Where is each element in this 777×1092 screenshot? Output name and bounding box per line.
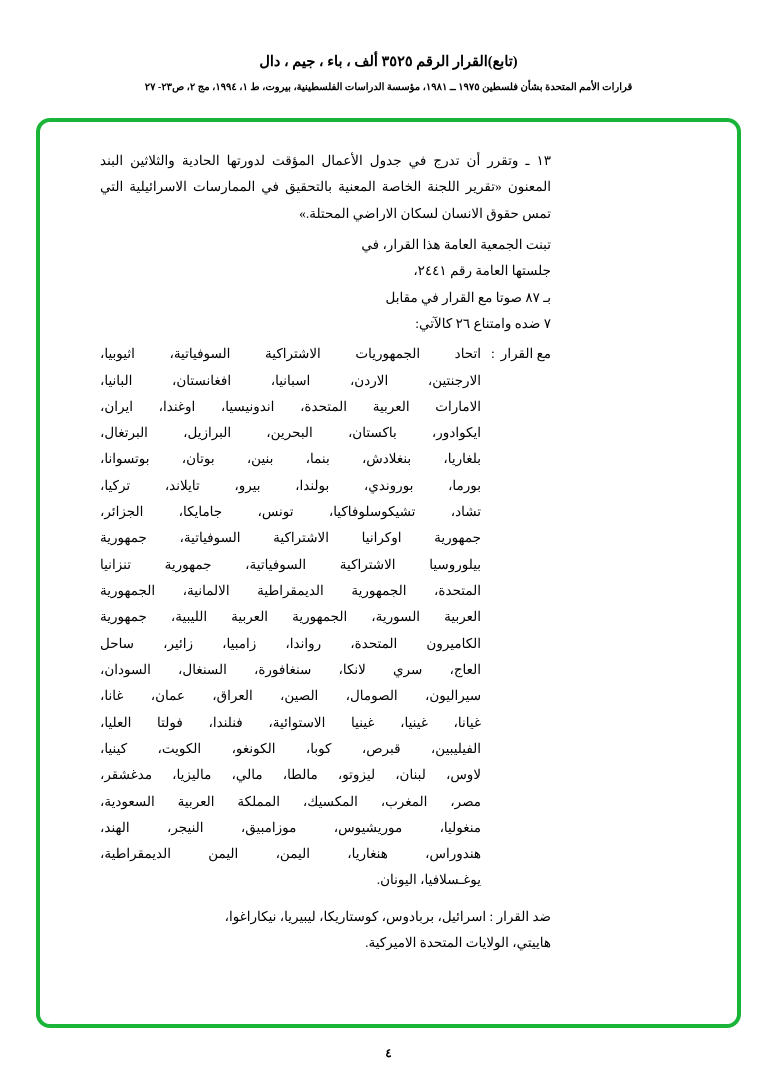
country-line: سيراليون، الصومال، الصين، العراق، عمان، غانا، xyxy=(100,688,482,704)
document-source-citation: قرارات الأمم المتحدة بشأن فلسطين ١٩٧٥ ــ ١٩٨١، مؤسسة الدراسات الفلسطينية، بيروت، ط ١، ١٩٩٤، مج ٢، ص٢٣- ٢٧ xyxy=(144,82,633,94)
votes-in-favor-label: مع القرار xyxy=(500,346,551,362)
country-line: اتحاد الجمهوريات الاشتراكية السوفياتية، اثيوبيا، xyxy=(100,346,482,362)
country-line: اسرائيل، بربادوس، كوستاريكا، ليبيريا، نيكاراغوا، xyxy=(224,908,487,924)
votes-against-first-line xyxy=(100,904,551,930)
green-border-frame xyxy=(36,118,741,1028)
country-line: جمهورية اوكرانيا الاشتراكية السوفياتية، جمهورية xyxy=(100,530,482,546)
votes-against-colon: : xyxy=(489,908,494,924)
votes-against-label: ضد القرار xyxy=(496,908,551,924)
page-number: ٤ xyxy=(385,1046,392,1060)
votes-in-favor-colon: : xyxy=(491,346,495,362)
page-header xyxy=(0,0,777,95)
country-line: منغوليا، موريشيوس، موزامبيق، النيجر، الهند، xyxy=(100,819,482,835)
country-line: الامارات العربية المتحدة، اندونيسيا، اوغندا، ايران، xyxy=(100,398,482,414)
votes-against-block xyxy=(100,904,551,957)
country-line: العاج، سري لانكا، سنغافورة، السنغال، السودان، xyxy=(100,661,482,677)
adoption-line: بـ ٨٧ صوتا مع القرار في مقابل xyxy=(385,289,551,305)
country-line: بورما، بوروندي، بولندا، بيرو، تايلاند، تركيا، xyxy=(100,477,482,493)
country-line: الفيليبين، قبرص، كوبا، الكونغو، الكويت، كينيا، xyxy=(100,740,482,756)
document-title: (تابع)القرار الرقم ٣٥٢٥ ألف ، باء ، جيم ، دال xyxy=(259,54,518,70)
country-line: يوغـسلافيا، اليونان. xyxy=(376,872,482,888)
country-line: غيانا، غينيا، غينيا الاستوائية، فنلندا، فولتا العليا، xyxy=(100,714,482,730)
resolution-paragraph-13: ١٣ ـ وتقرر أن تدرج في جدول الأعمال المؤقت لدورتها الحادية والثلاثين البند المعنون «تقرير اللجنة الخاصة المعنية بالتحقيق في الممارسات الاسرائيلية التي تمس حقوق الانسان لسكان الاراضي المحتلة.» xyxy=(100,153,551,221)
adoption-line: ٧ ضده وامتناع ٢٦ كالآتي: xyxy=(415,315,551,331)
country-line: الارجنتين، الاردن، اسبانيا، افغانستان، البانيا، xyxy=(100,372,482,388)
country-line: بيلوروسيا الاشتراكية السوفياتية، جمهورية تنزانيا xyxy=(100,556,482,572)
country-line: هاييتي، الولايات المتحدة الاميركية. xyxy=(365,935,551,951)
country-line: هندوراس، هنغاريا، اليمن، اليمن الديمقراطية، xyxy=(100,846,482,862)
adoption-statement xyxy=(100,232,551,337)
country-line: تشاد، تشيكوسلوفاكيا، تونس، جامايكا، الجزائر، xyxy=(100,504,482,520)
country-line: لاوس، لبنان، ليزوتو، مالطا، مالي، ماليزيا، مدغشقر، xyxy=(100,767,482,783)
adoption-line: جلستها العامة رقم ٢٤٤١، xyxy=(413,263,551,279)
adoption-line: تبنت الجمعية العامة هذا القرار، في xyxy=(361,236,551,252)
country-line: المتحدة، الجمهورية الديمقراطية الالمانية، الجمهورية xyxy=(100,583,482,598)
votes-in-favor-block xyxy=(100,341,551,894)
country-line: الكاميرون المتحدة، رواندا، زامبيا، زائير، ساحل xyxy=(100,635,482,651)
country-line: مصر، المغرب، المكسيك، المملكة العربية السعودية، xyxy=(100,793,482,809)
country-line: العربية السورية، الجمهورية العربية الليبية، جمهورية xyxy=(100,609,482,625)
country-line: ايكوادور، باكستان، البحرين، البرازيل، البرتغال، xyxy=(100,425,482,441)
document-body xyxy=(100,148,551,956)
votes-in-favor-countries xyxy=(100,341,481,894)
country-line: بلغاريا، بنغلادش، بنما، بنين، بوتان، بوتسوانا، xyxy=(100,451,482,467)
